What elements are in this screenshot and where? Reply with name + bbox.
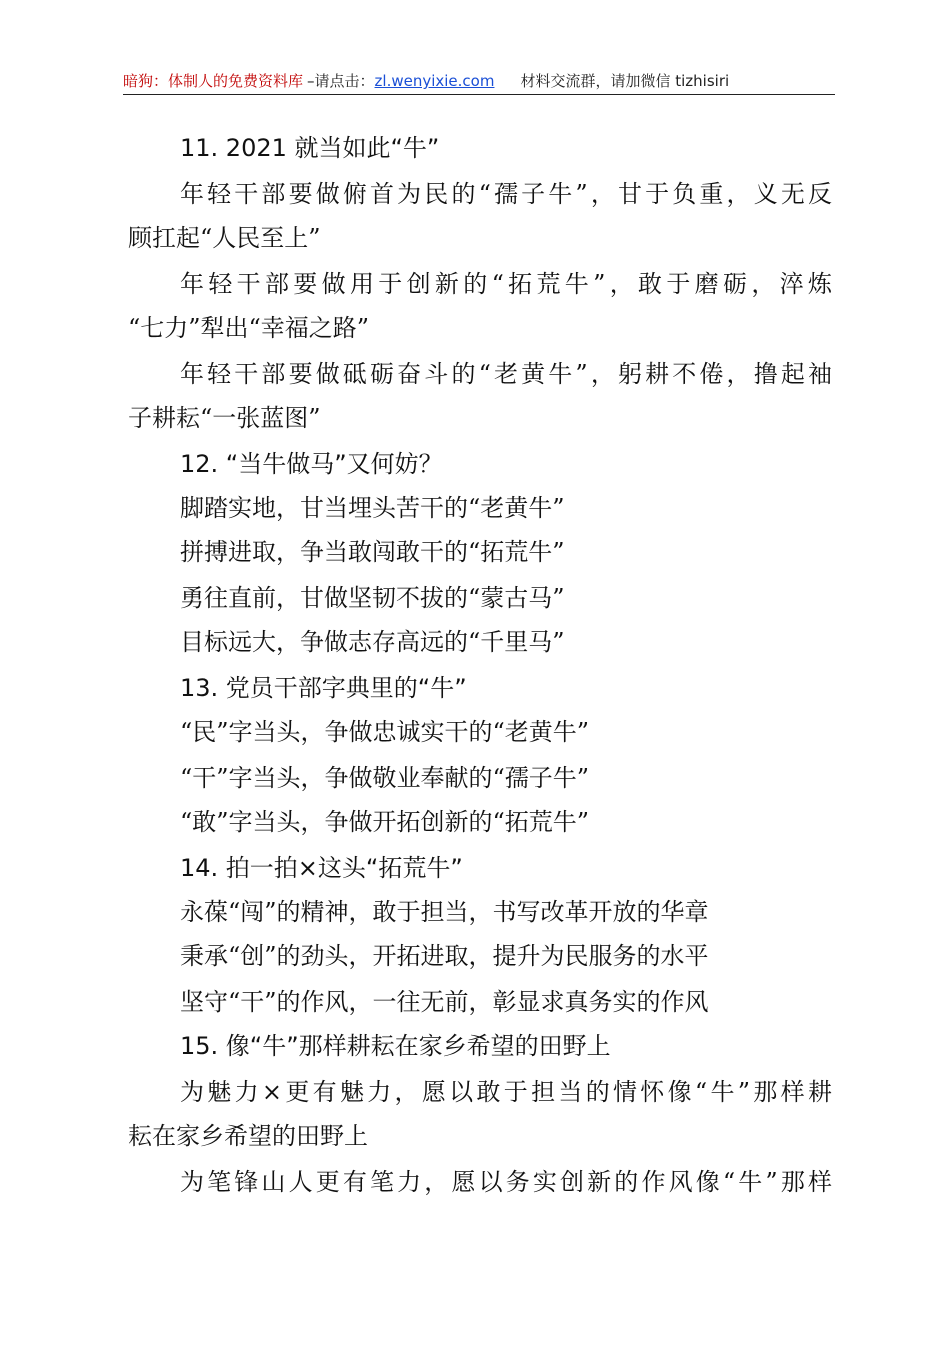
paragraph-line: 秉承“创”的劲头，开拓进取，提升为民服务的水平 <box>180 942 709 970</box>
section-heading-15: 15. 像“牛”那样耕耘在家乡希望的田野上 <box>180 1032 611 1060</box>
paragraph-line: 目标远大，争做志存高远的“千里马” <box>180 628 565 656</box>
header-click-prompt: –请点击： <box>307 72 375 90</box>
page-header <box>123 70 835 95</box>
section-heading-11: 11. 2021 就当如此“牛” <box>180 134 440 162</box>
header-contact: 材料交流群，请加微信 tizhisiri <box>520 72 730 90</box>
paragraph-line: 为笔锋山人更有笔力，愿以务实创新的作风像“牛”那样 <box>180 1168 832 1196</box>
paragraph-line: “民”字当头，争做忠诚实干的“老黄牛” <box>180 718 590 746</box>
paragraph-line: 子耕耘“一张蓝图” <box>128 404 321 432</box>
section-heading-14: 14. 拍一拍×这头“拓荒牛” <box>180 854 463 882</box>
paragraph-line: “敢”字当头，争做开拓创新的“拓荒牛” <box>180 808 590 836</box>
paragraph-line: 勇往直前，甘做坚韧不拔的“蒙古马” <box>180 584 565 612</box>
paragraph-line: 顾扛起“人民至上” <box>128 224 321 252</box>
paragraph-line: 年轻干部要做用于创新的“拓荒牛”，敢于磨砺，淬炼 <box>180 270 832 298</box>
paragraph-line: 拼搏进取，争当敢闯敢干的“拓荒牛” <box>180 538 565 566</box>
paragraph-line: 为魅力×更有魅力，愿以敢于担当的情怀像“牛”那样耕 <box>180 1078 832 1106</box>
section-heading-12: 12. “当牛做马”又何妨？ <box>180 450 443 478</box>
paragraph-line: 年轻干部要做俯首为民的“孺子牛”，甘于负重，义无反 <box>180 180 832 208</box>
paragraph-line: 耘在家乡希望的田野上 <box>128 1122 368 1150</box>
paragraph-line: 坚守“干”的作风，一往无前，彰显求真务实的作风 <box>180 988 709 1016</box>
header-brand: 暗狗：体制人的免费资料库 <box>123 72 304 90</box>
section-heading-13: 13. 党员干部字典里的“牛” <box>180 674 467 702</box>
paragraph-line: 脚踏实地，甘当埋头苦干的“老黄牛” <box>180 494 565 522</box>
paragraph-line: “七力”犁出“幸福之路” <box>128 314 370 342</box>
paragraph-line: “干”字当头，争做敬业奉献的“孺子牛” <box>180 764 590 792</box>
header-url-link[interactable]: zl.wenyixie.com <box>374 72 495 90</box>
paragraph-line: 永葆“闯”的精神，敢于担当，书写改革开放的华章 <box>180 898 709 926</box>
paragraph-line: 年轻干部要做砥砺奋斗的“老黄牛”，躬耕不倦，撸起袖 <box>180 360 832 388</box>
